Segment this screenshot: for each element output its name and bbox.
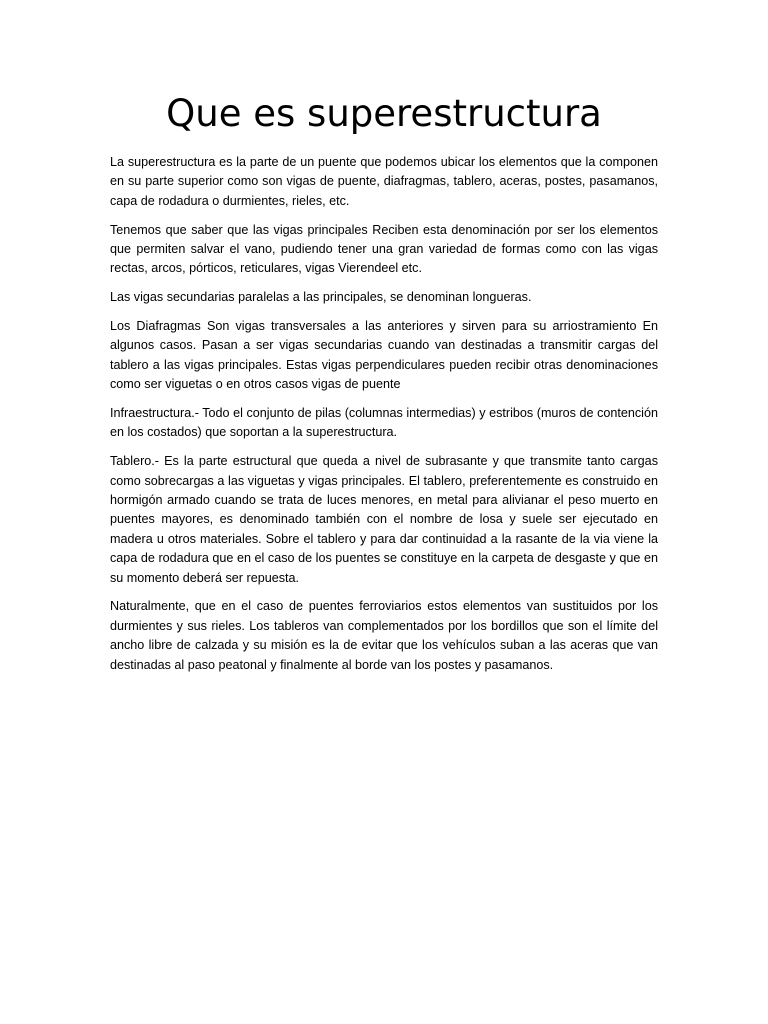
paragraph-puentes-ferroviarios: Naturalmente, que en el caso de puentes ferroviarios estos elementos van sustituidos por los durmientes y sus rieles. Los tableros van complementados por los bordillos que son el límite del ancho libre de calzada y su misión es la de evitar que los vehículos suban a las aceras que van destinadas al paso peatonal y finalmente al borde van los postes y pasamanos. [110, 599, 658, 672]
paragraph-vigas-secundarias: Las vigas secundarias paralelas a las principales, se denominan longueras. [110, 290, 532, 305]
paragraph-superestructura: La superestructura es la parte de un puente que podemos ubicar los elementos que la componen en su parte superior como son vigas de puente, diafragmas, tablero, aceras, postes, pasamanos, capa de rodadura o durmientes, rieles, etc. [110, 155, 658, 208]
paragraph-diafragmas: Los Diafragmas Son vigas transversales a las anteriores y sirven para su arriostramiento En algunos casos. Pasan a ser vigas secundarias cuando van destinadas a transmitir cargas del tablero a las vigas principales. Estas vigas perpendiculares pueden recibir otras denominaciones como ser viguetas o en otros casos vigas de puente [110, 319, 658, 392]
document-title: Que es superestructura [166, 92, 602, 135]
paragraph-infraestructura: Infraestructura.- Todo el conjunto de pilas (columnas intermedias) y estribos (muros de contención en los costados) que soportan a la superestructura. [110, 406, 658, 440]
paragraph-vigas-principales: Tenemos que saber que las vigas principales Reciben esta denominación por ser los elementos que permiten salvar el vano, pudiendo tener una gran variedad de formas como con las vigas rectas, arcos, pórticos, reticulares, vigas Vierendeel etc. [110, 222, 658, 276]
paragraph-tablero: Tablero.- Es la parte estructural que queda a nivel de subrasante y que transmite tanto cargas como sobrecargas a las viguetas y vigas principales. El tablero, preferentemente es construido en hormigón armado cuando se trata de luces menores, en metal para alivianar el peso muerto en puentes mayores, es denominado también con el nombre de losa y suele ser ejecutado en madera u otros materiales. Sobre el tablero y para dar continuidad a la rasante de la via viene la capa de rodadura que en el caso de los puentes se constituye en la carpeta de desgaste y que en su momento deberá ser repuesta. [110, 454, 658, 585]
document-body [110, 153, 658, 684]
